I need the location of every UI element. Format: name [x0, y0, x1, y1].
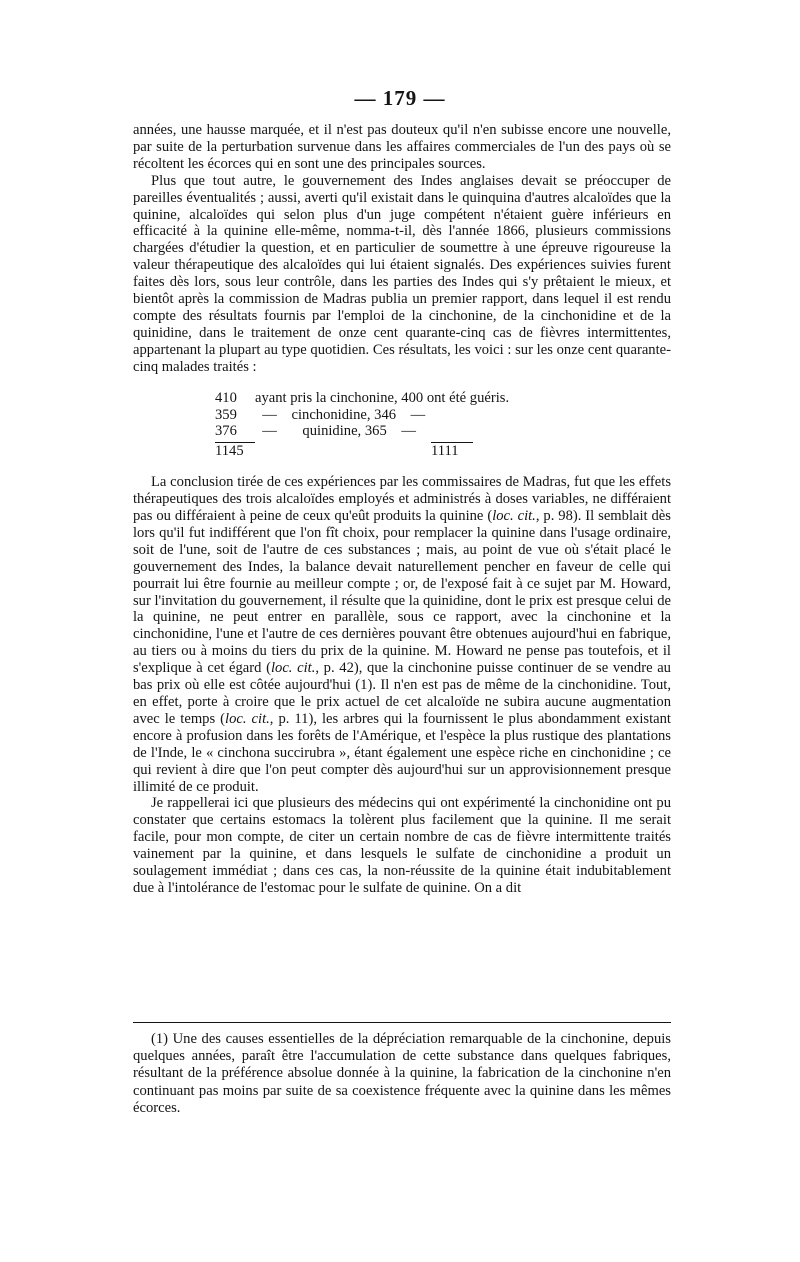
results-table: [215, 390, 671, 461]
citation: loc. cit.: [492, 508, 536, 525]
paragraph-2: Plus que tout autre, le gouvernement des Indes anglaises devait se préoccuper de pareilles éventualités ; aussi, averti qu'il existait dans le quinquina d'autres alcaloïdes que la quinine, alcaloïdes qui selon plus d'un juge compétent n'étaient guère inférieurs en efficacité à la quinine elle-même, nomma-t-il, dès l'année 1866, plusieurs commissions chargées d'étudier la question, et en particulier de soumettre à une épreuve rigoureuse la valeur thérapeutique des alcaloïdes qui lui étaient signalés. Des expériences suivies furent faites dès lors, sous leur contrôle, dans les parties des Indes qui s'y prêtaient le mieux, et bientôt après la commission de Madras publia un premier rapport, dans lequel il est rendu compte des résultats fournis par l'emploi de la cinchonine, de la cinchonidine et de la quinidine, dans le traitement de onze cent quarante-cinq cas de fièvres intermittentes, appartenant la plupart au type quotidien. Ces résultats, les voici : sur les onze cent quarante-cinq malades traités :: [133, 172, 671, 375]
footnote-text: (1) Une des causes essentielles de la dépréciation remarquable de la cinchonine, depuis quelques années, paraît être l'accumulation de cette substance dans quelques fabriques, résultant de la préférence absolue donnée à la quinine, la fabrication de la cinchonine n'en continuant pas moins par suite de sa coexistence fréquente avec la quinine dans les mêmes écorces.: [133, 1031, 671, 1116]
page-number: — 179 —: [354, 86, 446, 110]
paragraph-3-part-b: , p. 98). Il semblait dès lors qu'il fut indifférent que l'on fît choix, pour remplacer la quinine dans l'usage ordinaire, soit de l'une, soit de l'autre de ces substances ; mais, au point de vue où s'était placé le gouvernement des Indes, la balance devait naturellement pencher en faveur de celle qui pourrait lui être fournie au meilleur compte ; or, de l'exposé fait à ce sujet par M. Howard, sur l'invitation du gouvernement, il résulte que la quinidine, dont le prix est presque celui de la quinine, ne peut entrer en parallèle, sous ce rapport, avec la cinchonine et la cinchonidine, l'une et l'autre de ces dernières pouvant être obtenues aujourd'hui en fabrique, au tiers ou à moins du tiers du prix de la quinine. M. Howard ne pense pas toutefois, et il s'explique à cet égard (: [133, 508, 672, 677]
treated-count: 410: [215, 389, 237, 406]
treated-count: 376: [215, 423, 237, 440]
paragraph-3-part-d: , p. 11), les arbres qui la fournissent le plus abondamment existant encore à profusion dans les forêts de l'Amérique, et l'espèce la plus rustique des plantations de l'Inde, le « cinchona succirubra », étant également une espèce riche en cinchonidine ; ce qui revient à dire que l'on peut compter dès aujourd'hui sur un approvisionnement presque illimité de ce produit.: [133, 710, 671, 795]
citation: loc. cit.: [225, 710, 270, 727]
paragraph-3: [133, 474, 671, 795]
paragraph-4: Je rappellerai ici que plusieurs des médecins qui ont expérimenté la cinchonidine ont pu constater que certains estomacs la tolèrent plus facilement que la quinine. Il me serait facile, pour mon compte, de citer un certain nombre de cas de fièvre intermittente traités vainement par la quinine, et dans lesquels le sulfate de cinchonidine a produit un soulagement immédiat ; dans ces cas, la non-réussite de la quinine était indubitablement due à l'intolérance de l'estomac pour le sulfate de quinine. On a dit: [133, 795, 671, 896]
citation: loc. cit.: [270, 660, 316, 677]
body-text: [133, 122, 671, 897]
treated-count: 359: [215, 406, 237, 423]
table-total-row: [215, 442, 671, 460]
footnote: [133, 1031, 671, 1117]
paragraph-3-part-c: , p. 42), que la cinchonine puisse continuer de se vendre au bas prix où elle est côtée aujourd'hui (1). Il n'en est pas de même de la cinchonidine. Tout, en effet, porte à croire que le prix actuel de cet alcaloïde ne subira aucune augmentation avec le temps (: [133, 660, 671, 727]
total-treated: 1145: [215, 442, 255, 460]
footnote-divider: [133, 1022, 671, 1023]
table-row: [215, 423, 671, 440]
total-cured: 1111: [431, 442, 473, 460]
table-row: [215, 407, 671, 424]
table-row: [215, 390, 671, 407]
paragraph-1: années, une hausse marquée, et il n'est pas douteux qu'il n'en subisse encore une nouvelle, par suite de la perturbation survenue dans les affaires commerciales de l'un des pays où se récoltent les écorces qui en sont une des principales sources.: [133, 122, 671, 172]
row-text: — cinchonidine, 346 —: [255, 406, 426, 423]
paragraph-3-part-a: La conclusion tirée de ces expériences par les commissaires de Madras, fut que les effets thérapeutiques des trois alcaloïdes employés et administrés à doses variables, ne différaient pas ou différaient à peine de ceux qu'eût produits la quinine (: [133, 474, 671, 525]
row-text: — quinidine, 365 —: [255, 423, 416, 440]
row-text: ayant pris la cinchonine, 400 ont été guéris.: [255, 389, 510, 406]
